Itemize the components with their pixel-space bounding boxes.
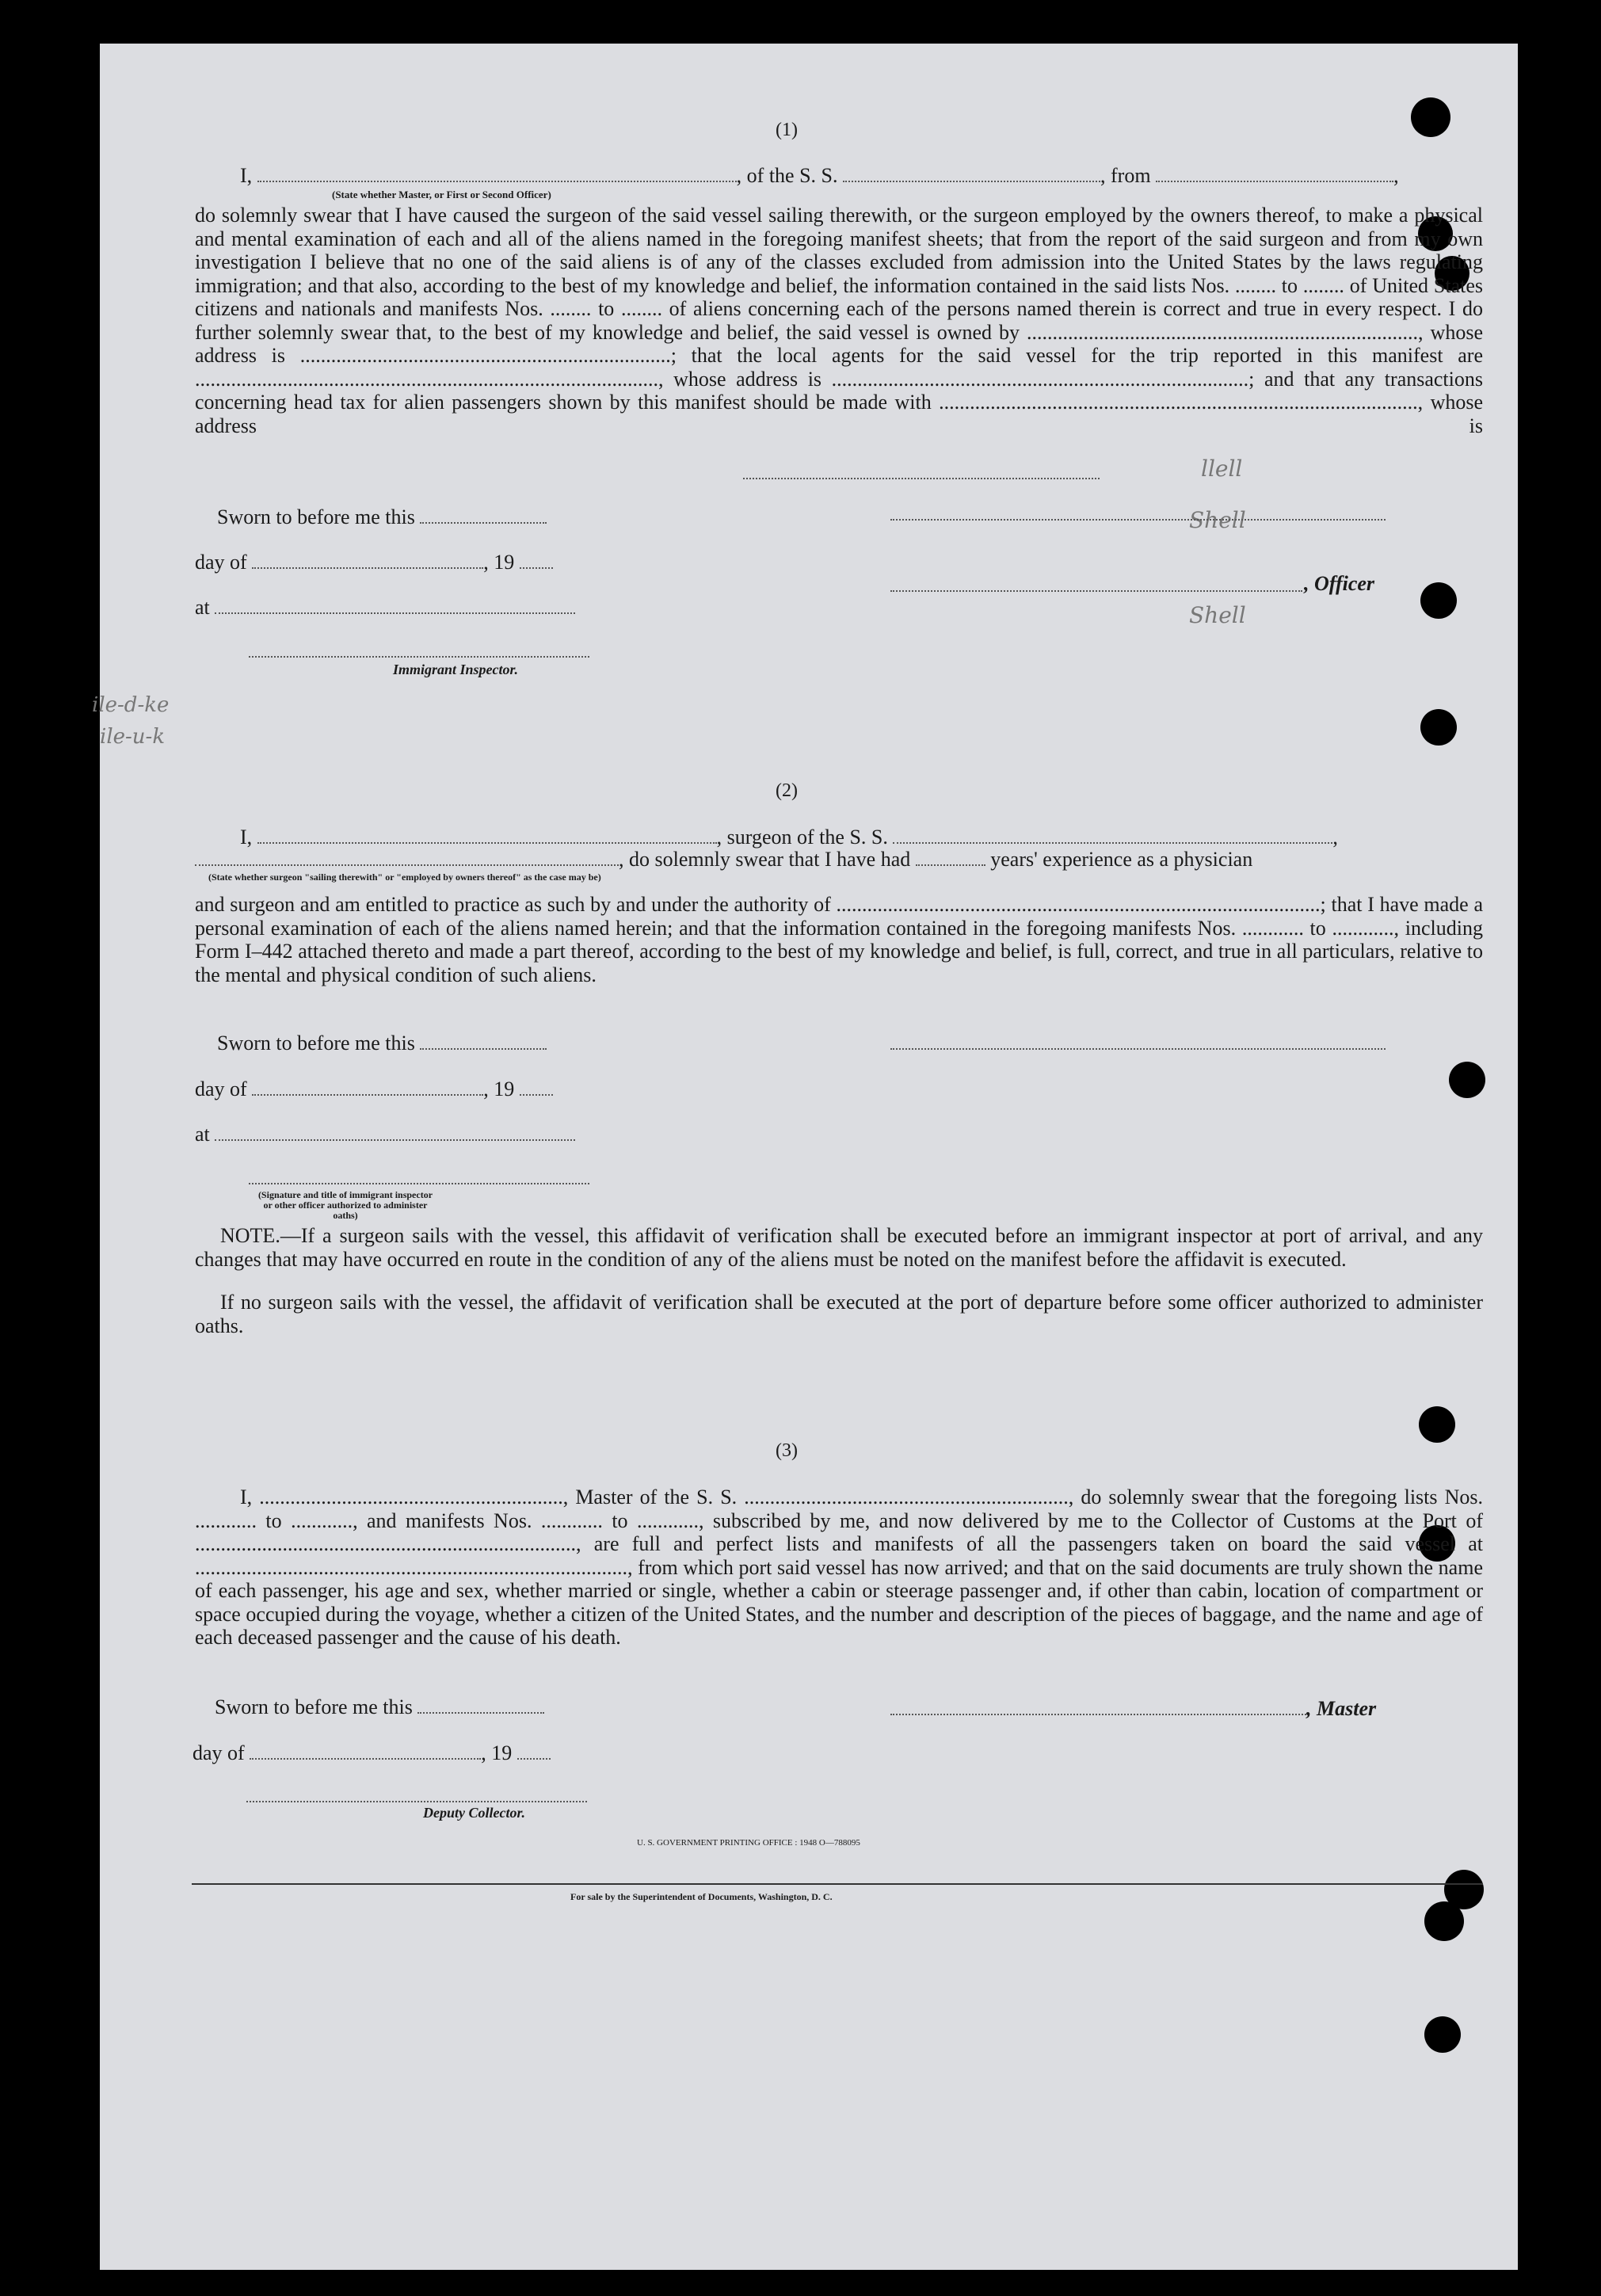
footer-rule (192, 1883, 1483, 1885)
inspector-signature-line[interactable] (249, 656, 589, 658)
day-line-2: day of , 19 (195, 1077, 553, 1101)
sworn-line: Sworn to before me this (217, 505, 547, 529)
sworn-date-field-3[interactable] (417, 1707, 544, 1714)
punch-hole (1411, 97, 1450, 137)
year-field[interactable] (520, 563, 553, 569)
punch-hole (1420, 709, 1457, 746)
section-3-heading: (3) (776, 1440, 798, 1461)
handwritten-mark: Shell (1189, 507, 1246, 533)
punch-hole (1424, 1901, 1464, 1941)
vessel-name-field[interactable] (843, 176, 1100, 182)
surgeon-signature-line[interactable] (890, 1048, 1386, 1050)
form-page (92, 44, 1518, 2270)
sworn-date-field[interactable] (420, 517, 547, 524)
vessel-name-field-2[interactable] (893, 837, 1332, 844)
surgeon-name-field[interactable] (257, 837, 717, 844)
years-field[interactable] (916, 860, 985, 866)
surgeon-status-field[interactable] (195, 860, 619, 866)
place-field-2[interactable] (215, 1135, 575, 1141)
inspector-label: Immigrant Inspector. (393, 662, 519, 677)
sworn-date-field-2[interactable] (420, 1043, 547, 1050)
master-signature-line[interactable] (890, 1714, 1306, 1715)
section-2-oath: and surgeon and am entitled to practice as such by and under the authority of ..............................................................................................; that I have made a personal examination of each of the aliens named herein; and that the information contained in the foregoing manifests Nos. ............ to ............, including Form I–442 attached thereto and made a part thereof, according to the best of my knowledge and belief, is full, correct, and true in all particulars, relative to the mental and physical condition of such aliens. (195, 893, 1483, 986)
place-field[interactable] (215, 608, 575, 614)
collector-signature-line[interactable] (246, 1801, 587, 1802)
note-2: If no surgeon sails with the vessel, the affidavit of verification shall be executed at the port of departure before some officer authorized to administer oaths. (195, 1291, 1483, 1337)
section-3-oath: I, ..........................................................., Master of the S. S. ..............................................................., do solemnly swear that the foregoing lists Nos. ............ to ............, and manifests Nos. ............ to ............, subscribed by me, and now delivered by me to the Collector of Customs at the Port of .........................................................................., are full and perfect lists and manifests of all the passengers taken on board the said vessel at ...................................................................................., from which port said vessel has now arrived; and that on the said documents are truly shown the name of each passenger, his age and sex, whether married or single, whether a cabin or steerage passenger and, if other than cabin, location of compartment or space occupied during the voyage, whether a citizen of the United States, and the number and description of the pieces of baggage, and the name and age of each deceased passenger and the cause of his death. (195, 1486, 1483, 1649)
section-2-line-2: , do solemnly swear that I have had years' experience as a physician (195, 848, 1252, 871)
officer-label: , Officer (1304, 572, 1375, 595)
sale-notice: For sale by the Superintendent of Documents, Washington, D. C. (570, 1891, 833, 1902)
section-1-heading: (1) (776, 120, 798, 140)
punch-hole (1420, 582, 1457, 619)
punch-hole (1419, 1406, 1455, 1443)
day-line-3: day of , 19 (193, 1741, 551, 1765)
handwritten-mark: ile-u-k (100, 725, 166, 749)
sworn-line-2: Sworn to before me this (217, 1032, 547, 1055)
handwritten-mark: llell (1201, 456, 1243, 482)
sworn-line-3: Sworn to before me this (215, 1695, 544, 1719)
handwritten-mark: ile-d-ke (92, 693, 170, 717)
punch-hole (1424, 2016, 1461, 2053)
at-line: at (195, 596, 575, 620)
officer-signature-line[interactable] (890, 519, 1386, 521)
handwritten-mark: Shell (1189, 602, 1246, 628)
officer-signature-line-2[interactable] (890, 590, 1302, 592)
signature-line[interactable] (743, 478, 1100, 479)
month-field-3[interactable] (250, 1753, 481, 1760)
departure-port-field[interactable] (1156, 176, 1393, 182)
administrator-signature-line[interactable] (249, 1183, 589, 1184)
administrator-caption: (Signature and title of immigrant inspector or other officer authorized to administer oaths) (257, 1189, 433, 1221)
master-label: , Master (1306, 1697, 1377, 1720)
year-field-2[interactable] (520, 1089, 553, 1096)
section-2-line-1: I, , surgeon of the S. S. , (240, 826, 1338, 849)
section-2-heading: (2) (776, 780, 798, 801)
punch-hole (1449, 1062, 1485, 1098)
month-field[interactable] (252, 563, 483, 569)
year-field-3[interactable] (517, 1753, 551, 1760)
day-line: day of , 19 (195, 551, 553, 574)
month-field-2[interactable] (252, 1089, 483, 1096)
collector-label: Deputy Collector. (423, 1805, 525, 1821)
section-1-line-1: I, , of the S. S. , from , (240, 164, 1399, 187)
at-line-2: at (195, 1123, 575, 1146)
section-1-oath: do solemnly swear that I have caused the surgeon of the said vessel sailing therewith, or the surgeon employed by the owners thereof, to make a physical and mental examination of each and all of the aliens named in the foregoing manifest sheets; that from the report of the said surgeon and from my own investigation I believe that no one of the said aliens is of any of the classes excluded from admission into the United States by the laws regulating immigration; and that also, according to the best of my knowledge and belief, the information contained in the said lists Nos. ........ to ........ of United States citizens and nationals and manifests Nos. ........ to ........ of aliens concerning each of the persons named therein is correct and true in every respect. I do further solemnly swear that, to the best of my knowledge and belief, the said vessel is owned by ............................................................................, whose address is ........................................................................; that the local agents for the said vessel for the trip reported in this manifest are .........................................................................................., whose address is .................................................................................; and that any transactions concerning head tax for alien passengers shown by this manifest should be made with ............................................................................................., whose address is (195, 204, 1483, 437)
surgeon-status-caption: (State whether surgeon "sailing therewith" or "employed by owners thereof" as the case may be) (208, 871, 601, 883)
rank-caption: (State whether Master, or First or Second Officer) (332, 189, 551, 200)
rank-field[interactable] (257, 176, 737, 182)
printing-office-imprint: U. S. GOVERNMENT PRINTING OFFICE : 1948 O—788095 (637, 1838, 860, 1848)
note-1: NOTE.—If a surgeon sails with the vessel, this affidavit of verification shall be executed before an immigrant inspector at port of arrival, and any changes that may have occurred en route in the condition of any of the aliens must be noted on the manifest before the affidavit is executed. (195, 1224, 1483, 1271)
